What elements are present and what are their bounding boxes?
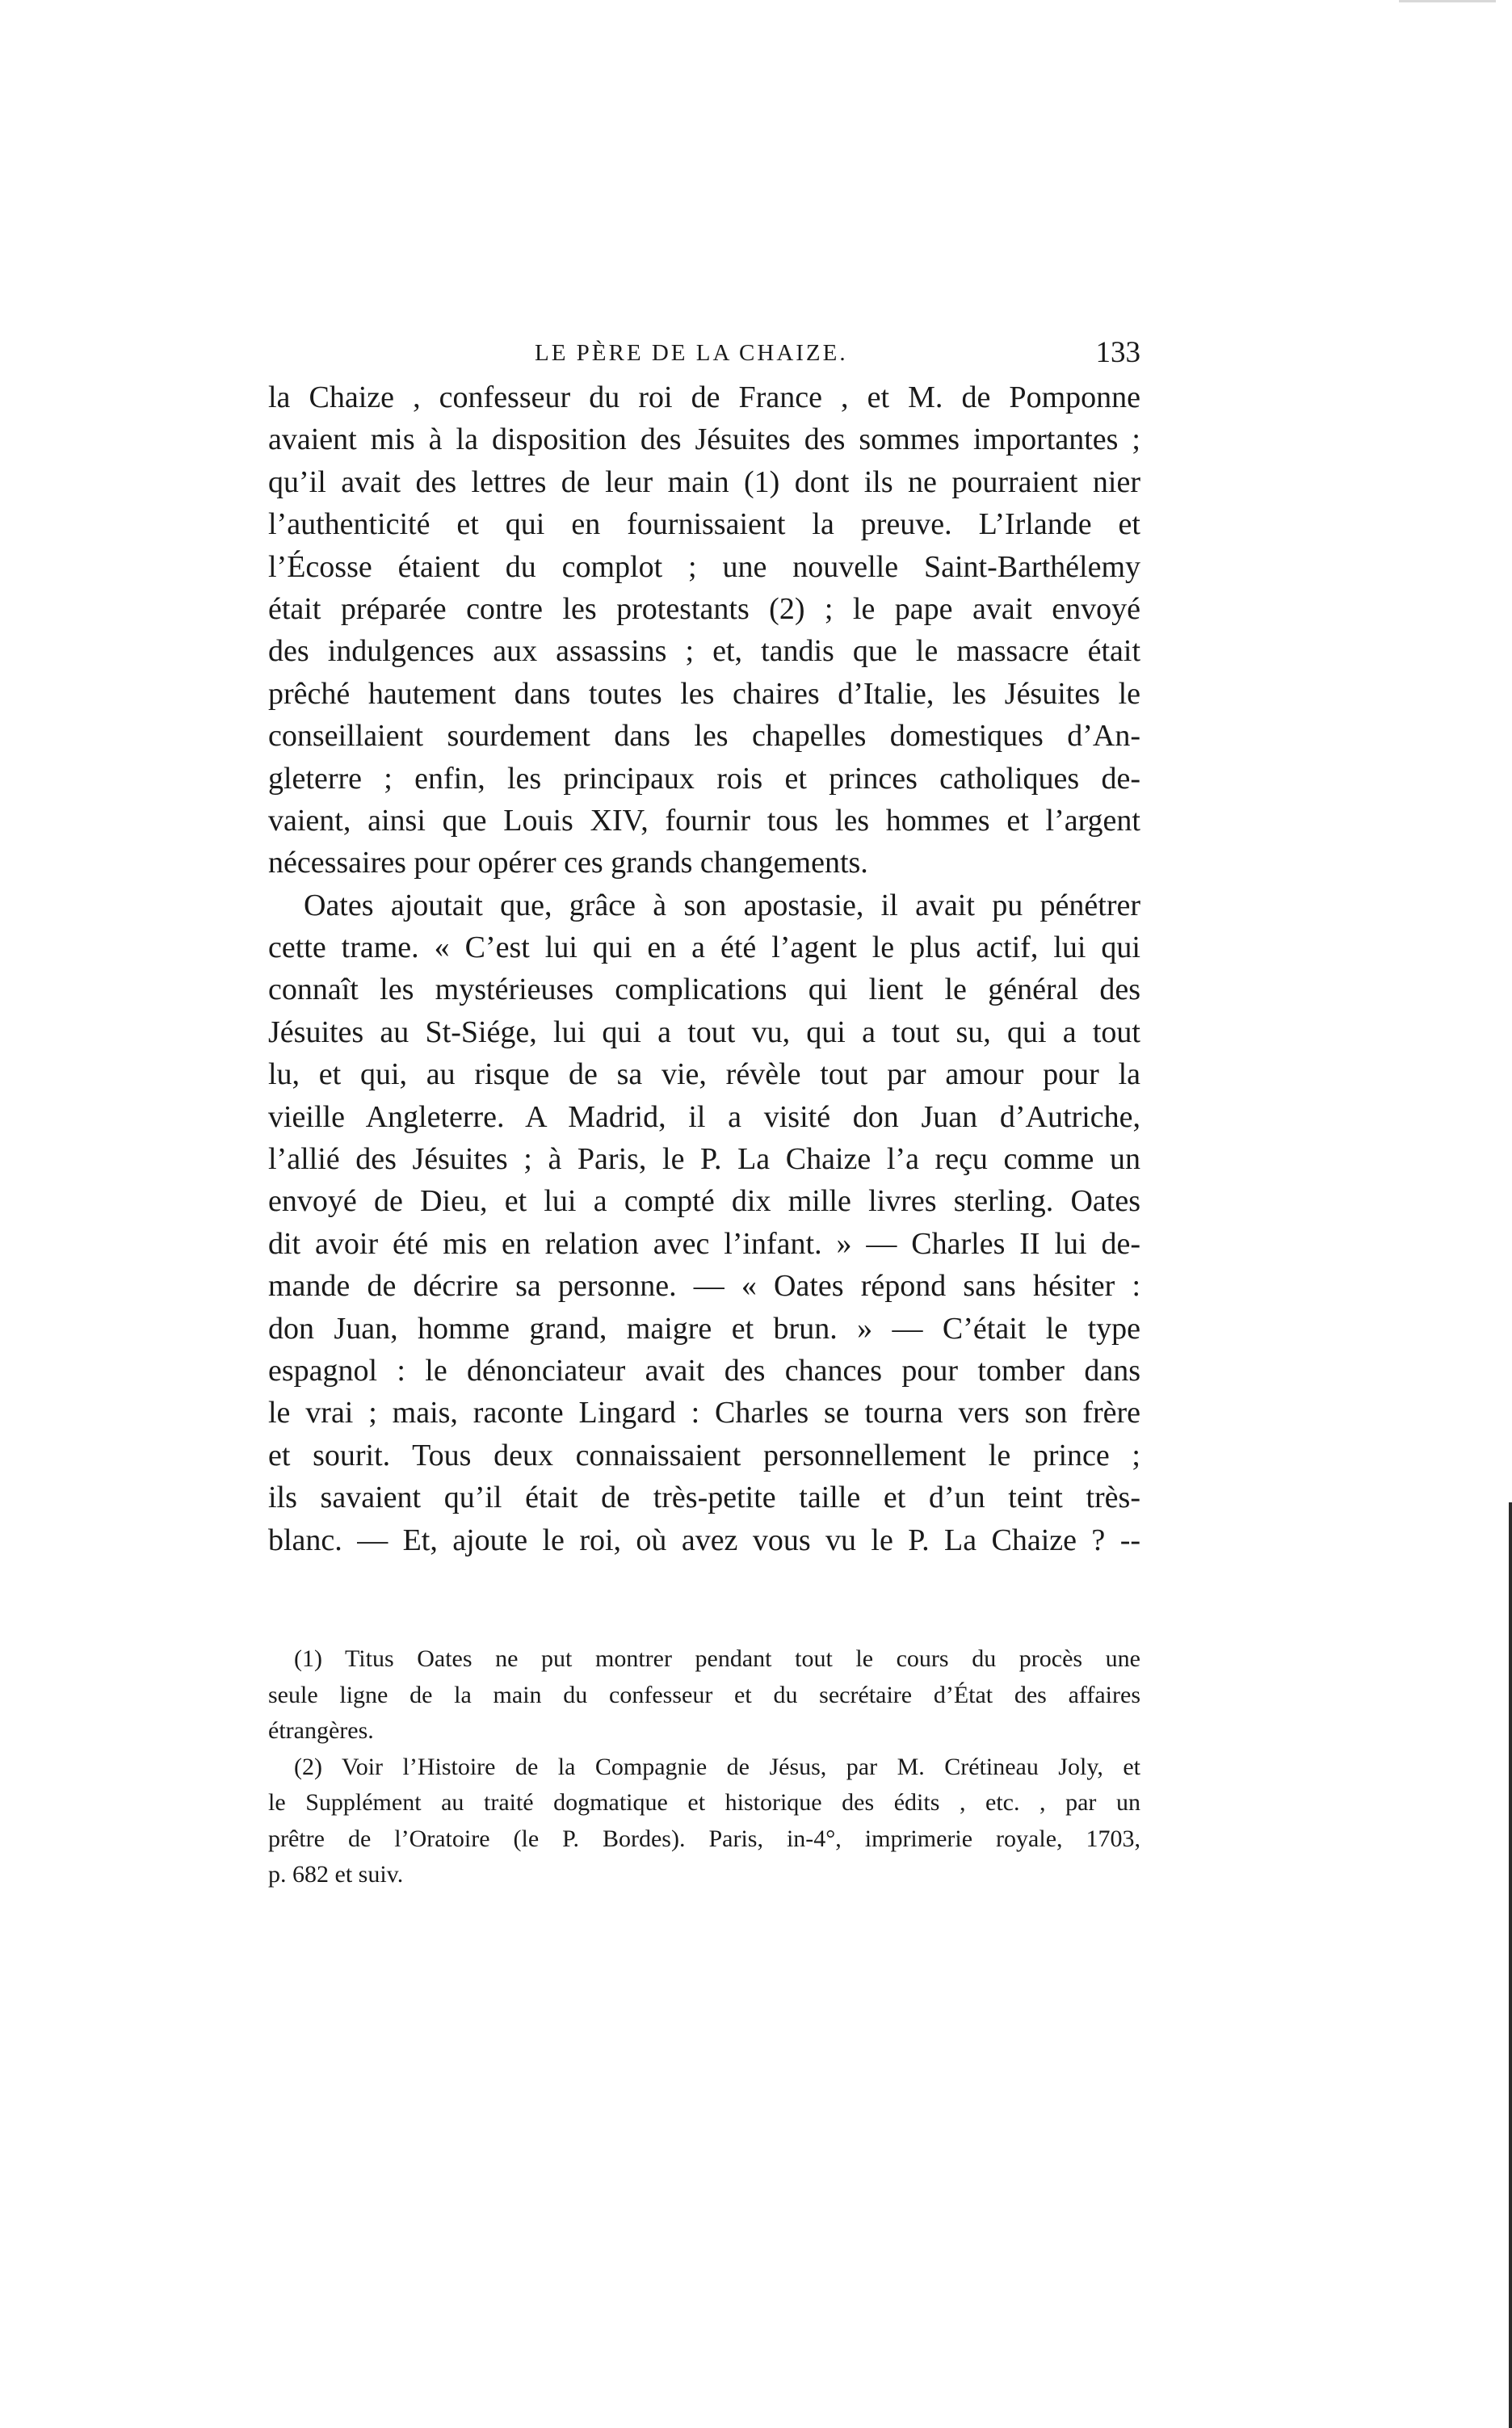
page-header (268, 335, 1140, 376)
text-line: espagnol : le dénonciateur avait des chances pour tomber dans (268, 1353, 1140, 1388)
text-line: Oates ajoutait que, grâce à son apostasie, il avait pu pénétrer (304, 888, 1140, 922)
scan-mark (1399, 0, 1496, 2)
text-line: était préparée contre les protestants (2) ; le pape avait envoyé (268, 591, 1140, 626)
text-line: mande de décrire sa personne. — « Oates répond sans hésiter : (268, 1269, 1140, 1304)
text-line: la Chaize , confesseur du roi de France , et M. de Pomponne (268, 380, 1140, 414)
text-line: nécessaires pour opérer ces grands changements. (268, 846, 868, 880)
footnote-line: étrangères. (268, 1717, 374, 1744)
text-line: don Juan, homme grand, maigre et brun. » — C’était le type (268, 1311, 1140, 1346)
text-line: envoyé de Dieu, et lui a compté dix mille livres sterling. Oates (268, 1184, 1140, 1219)
footnote-line: p. 682 et suiv. (268, 1861, 404, 1888)
text-line: vieille Angleterre. A Madrid, il a visité don Juan d’Autriche, (268, 1099, 1140, 1134)
footnote-line: le Supplément au traité dogmatique et historique des édits , etc. , par un (268, 1789, 1140, 1816)
footnote-line: seule ligne de la main du confesseur et du secrétaire d’État des affaires (268, 1681, 1140, 1708)
text-line: conseillaient sourdement dans les chapelles domestiques d’An- (268, 719, 1140, 754)
page-number: 133 (1095, 336, 1140, 369)
text-line: avaient mis à la disposition des Jésuites des sommes importantes ; (268, 422, 1140, 457)
text-line: connaît les mystérieuses complications qui lient le général des (268, 972, 1140, 1007)
text-line: lu, et qui, au risque de sa vie, révèle tout par amour pour la (268, 1057, 1140, 1092)
text-line: Jésuites au St-Siége, lui qui a tout vu, qui a tout su, qui a tout (268, 1014, 1140, 1049)
text-line: le vrai ; mais, raconte Lingard : Charles se tourna vers son frère (268, 1396, 1140, 1430)
text-line: ils savaient qu’il était de très-petite taille et d’un teint très- (268, 1481, 1140, 1515)
text-line: qu’il avait des lettres de leur main (1) dont ils ne pourraient nier (268, 464, 1140, 499)
footnote-line: (2) Voir l’Histoire de la Compagnie de Jésus, par M. Crétineau Joly, et (294, 1753, 1140, 1780)
text-line: vaient, ainsi que Louis XIV, fournir tous les hommes et l’argent (268, 803, 1140, 838)
page-edge-rule (1509, 1502, 1512, 2428)
text-line: l’authenticité et qui en fournissaient la preuve. L’Irlande et (268, 507, 1140, 542)
text-line: prêché hautement dans toutes les chaires d’Italie, les Jésuites le (268, 676, 1140, 711)
text-line: des indulgences aux assassins ; et, tandis que le massacre était (268, 634, 1140, 669)
footnote-line: (1) Titus Oates ne put montrer pendant tout le cours du procès une (294, 1645, 1140, 1672)
text-line: et sourit. Tous deux connaissaient personnellement le prince ; (268, 1438, 1140, 1472)
text-line: l’allié des Jésuites ; à Paris, le P. La Chaize l’a reçu comme un (268, 1142, 1140, 1177)
running-title: LE PÈRE DE LA CHAIZE. (535, 340, 848, 366)
text-line: l’Écosse étaient du complot ; une nouvelle Saint-Barthélemy (268, 549, 1140, 584)
text-line: blanc. — Et, ajoute le roi, où avez vous vu le P. La Chaize ? -- (268, 1523, 1140, 1557)
footnotes (268, 1641, 1140, 1893)
body-text (268, 376, 1140, 1561)
footnote-line: prêtre de l’Oratoire (le P. Bordes). Paris, in-4°, imprimerie royale, 1703, (268, 1825, 1140, 1852)
text-line: cette trame. « C’est lui qui en a été l’agent le plus actif, lui qui (268, 930, 1140, 965)
text-line: dit avoir été mis en relation avec l’infant. » — Charles II lui de- (268, 1226, 1140, 1261)
text-line: gleterre ; enfin, les principaux rois et princes catholiques de- (268, 761, 1140, 796)
